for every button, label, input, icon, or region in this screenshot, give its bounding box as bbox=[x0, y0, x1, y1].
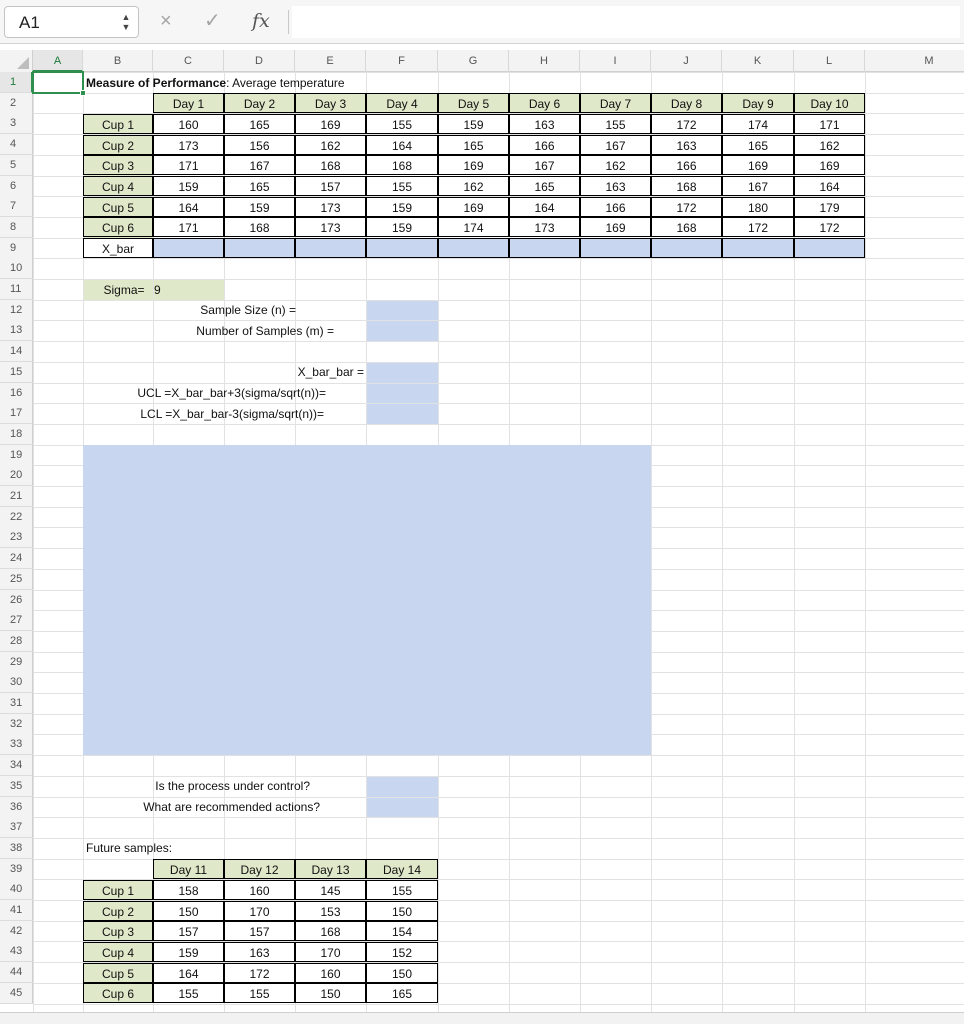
grid-line bbox=[865, 72, 866, 1012]
row-header-44[interactable]: 44 bbox=[0, 962, 33, 983]
future-temperature-cell: 170 bbox=[224, 901, 295, 921]
day-header: Day 2 bbox=[224, 93, 295, 113]
sheet-title-rest: : Average temperature bbox=[226, 75, 345, 90]
temperature-cell: 156 bbox=[224, 135, 295, 155]
future-samples-label: Future samples: bbox=[86, 841, 173, 856]
formula-bar bbox=[0, 0, 964, 44]
temperature-cell: 162 bbox=[580, 155, 651, 175]
row-header-10[interactable]: 10 bbox=[0, 258, 33, 279]
column-header-f[interactable]: F bbox=[366, 50, 438, 72]
temperature-cell: 172 bbox=[651, 114, 722, 134]
row-header-15[interactable]: 15 bbox=[0, 362, 33, 383]
temperature-cell: 174 bbox=[722, 114, 794, 134]
select-all-icon bbox=[17, 57, 29, 69]
temperature-cell: 163 bbox=[580, 176, 651, 196]
sigma-label: Sigma= bbox=[103, 282, 145, 297]
xbar-cell[interactable] bbox=[794, 238, 865, 258]
control-limit-inputs[interactable] bbox=[366, 362, 438, 424]
future-temperature-cell: 155 bbox=[153, 983, 224, 1003]
row-header-31[interactable]: 31 bbox=[0, 693, 33, 714]
recommended-actions-question: What are recommended actions? bbox=[143, 800, 320, 814]
future-temperature-cell: 159 bbox=[153, 942, 224, 962]
temperature-cell: 165 bbox=[438, 135, 509, 155]
name-box-stepper-icon[interactable]: ▲ ▼ bbox=[121, 12, 131, 32]
temperature-cell: 164 bbox=[509, 197, 580, 217]
temperature-cell: 173 bbox=[295, 217, 366, 237]
temperature-cell: 165 bbox=[224, 114, 295, 134]
formula-input[interactable] bbox=[292, 6, 960, 38]
column-header-e[interactable]: E bbox=[295, 50, 366, 72]
future-cup-label: Cup 3 bbox=[83, 921, 153, 941]
row-header-35[interactable]: 35 bbox=[0, 776, 33, 797]
xbar-cell[interactable] bbox=[153, 238, 224, 258]
row-header-2[interactable]: 2 bbox=[0, 93, 33, 114]
temperature-cell: 166 bbox=[580, 197, 651, 217]
temperature-cell: 159 bbox=[224, 197, 295, 217]
xbarbar-label: X_bar_bar = bbox=[297, 365, 364, 380]
column-header-j[interactable]: J bbox=[651, 50, 722, 72]
row-header-45[interactable]: 45 bbox=[0, 983, 33, 1004]
cup-label: Cup 1 bbox=[83, 114, 153, 134]
future-temperature-cell: 157 bbox=[224, 921, 295, 941]
row-header-33[interactable]: 33 bbox=[0, 734, 33, 755]
row-header-5[interactable]: 5 bbox=[0, 155, 33, 176]
temperature-cell: 167 bbox=[580, 135, 651, 155]
row-header-21[interactable]: 21 bbox=[0, 486, 33, 507]
day-header: Day 10 bbox=[794, 93, 865, 113]
grid-line bbox=[33, 755, 964, 756]
day-header: Day 3 bbox=[295, 93, 366, 113]
row-header-8[interactable]: 8 bbox=[0, 217, 33, 238]
future-day-header: Day 14 bbox=[366, 859, 438, 879]
day-header: Day 8 bbox=[651, 93, 722, 113]
xbar-label: X_bar bbox=[83, 238, 153, 258]
temperature-cell: 173 bbox=[509, 217, 580, 237]
row-header-12[interactable]: 12 bbox=[0, 300, 33, 321]
future-day-header: Day 13 bbox=[295, 859, 366, 879]
temperature-cell: 172 bbox=[794, 217, 865, 237]
spreadsheet-grid bbox=[0, 50, 964, 1012]
temperature-cell: 160 bbox=[153, 114, 224, 134]
active-cell-selection[interactable] bbox=[32, 71, 84, 94]
temperature-cell: 171 bbox=[153, 217, 224, 237]
row-header-24[interactable]: 24 bbox=[0, 548, 33, 569]
temperature-cell: 173 bbox=[153, 135, 224, 155]
xbar-cell[interactable] bbox=[580, 238, 651, 258]
sigma-value: 9 bbox=[154, 282, 161, 297]
row-header-30[interactable]: 30 bbox=[0, 672, 33, 693]
temperature-cell: 168 bbox=[224, 217, 295, 237]
temperature-cell: 173 bbox=[295, 197, 366, 217]
future-temperature-cell: 153 bbox=[295, 901, 366, 921]
select-all-corner[interactable] bbox=[0, 50, 33, 72]
row-header-41[interactable]: 41 bbox=[0, 900, 33, 921]
future-cup-label: Cup 5 bbox=[83, 963, 153, 983]
future-temperature-cell: 150 bbox=[366, 901, 438, 921]
future-temperature-cell: 165 bbox=[366, 983, 438, 1003]
future-cup-label: Cup 4 bbox=[83, 942, 153, 962]
temperature-cell: 180 bbox=[722, 197, 794, 217]
future-temperature-cell: 152 bbox=[366, 942, 438, 962]
day-header: Day 6 bbox=[509, 93, 580, 113]
row-header-6[interactable]: 6 bbox=[0, 176, 33, 197]
temperature-cell: 169 bbox=[295, 114, 366, 134]
temperature-cell: 155 bbox=[366, 114, 438, 134]
grid-line bbox=[33, 72, 34, 1012]
temperature-cell: 159 bbox=[366, 197, 438, 217]
temperature-cell: 169 bbox=[438, 155, 509, 175]
temperature-cell: 159 bbox=[153, 176, 224, 196]
formula-bar-divider bbox=[288, 10, 289, 34]
future-temperature-cell: 157 bbox=[153, 921, 224, 941]
column-headers bbox=[0, 50, 964, 72]
future-temperature-cell: 170 bbox=[295, 942, 366, 962]
column-header-i[interactable]: I bbox=[580, 50, 651, 72]
xbar-cell[interactable] bbox=[509, 238, 580, 258]
future-temperature-cell: 160 bbox=[224, 880, 295, 900]
temperature-cell: 168 bbox=[651, 217, 722, 237]
lcl-label: LCL =X_bar_bar-3(sigma/sqrt(n))= bbox=[140, 406, 324, 421]
cancel-icon[interactable]: × bbox=[160, 10, 172, 32]
row-header-40[interactable]: 40 bbox=[0, 879, 33, 900]
future-day-header: Day 11 bbox=[153, 859, 224, 879]
row-header-14[interactable]: 14 bbox=[0, 341, 33, 362]
temperature-cell: 167 bbox=[224, 155, 295, 175]
row-header-11[interactable]: 11 bbox=[0, 279, 33, 300]
insert-function-icon[interactable]: fx bbox=[252, 10, 270, 32]
grid-line bbox=[33, 817, 964, 818]
cup-label: Cup 3 bbox=[83, 155, 153, 175]
sheet-title-bold: Measure of Performance bbox=[86, 75, 227, 90]
row-header-7[interactable]: 7 bbox=[0, 196, 33, 217]
temperature-cell: 157 bbox=[295, 176, 366, 196]
future-temperature-cell: 163 bbox=[224, 942, 295, 962]
temperature-cell: 168 bbox=[295, 155, 366, 175]
temperature-cell: 162 bbox=[794, 135, 865, 155]
cell-area[interactable] bbox=[33, 72, 964, 1012]
temperature-cell: 172 bbox=[651, 197, 722, 217]
temperature-cell: 163 bbox=[651, 135, 722, 155]
row-header-3[interactable]: 3 bbox=[0, 113, 33, 134]
row-header-38[interactable]: 38 bbox=[0, 838, 33, 859]
cup-label: Cup 4 bbox=[83, 176, 153, 196]
temperature-cell: 165 bbox=[722, 135, 794, 155]
column-header-d[interactable]: D bbox=[224, 50, 295, 72]
temperature-cell: 168 bbox=[651, 176, 722, 196]
future-temperature-cell: 155 bbox=[366, 880, 438, 900]
future-day-header: Day 12 bbox=[224, 859, 295, 879]
temperature-cell: 155 bbox=[580, 114, 651, 134]
temperature-cell: 165 bbox=[224, 176, 295, 196]
future-temperature-cell: 164 bbox=[153, 963, 224, 983]
column-header-c[interactable]: C bbox=[153, 50, 224, 72]
row-header-4[interactable]: 4 bbox=[0, 134, 33, 155]
row-header-27[interactable]: 27 bbox=[0, 610, 33, 631]
grid-line bbox=[33, 1004, 964, 1005]
row-header-34[interactable]: 34 bbox=[0, 755, 33, 776]
row-header-23[interactable]: 23 bbox=[0, 527, 33, 548]
temperature-cell: 159 bbox=[366, 217, 438, 237]
row-header-18[interactable]: 18 bbox=[0, 424, 33, 445]
row-header-22[interactable]: 22 bbox=[0, 507, 33, 528]
column-header-a[interactable]: A bbox=[33, 50, 83, 72]
future-cup-label: Cup 6 bbox=[83, 983, 153, 1003]
fill-handle[interactable] bbox=[80, 90, 86, 96]
day-header: Day 9 bbox=[722, 93, 794, 113]
future-cup-label: Cup 2 bbox=[83, 901, 153, 921]
temperature-cell: 165 bbox=[509, 176, 580, 196]
row-header-20[interactable]: 20 bbox=[0, 465, 33, 486]
temperature-cell: 167 bbox=[509, 155, 580, 175]
temperature-cell: 162 bbox=[295, 135, 366, 155]
row-header-37[interactable]: 37 bbox=[0, 817, 33, 838]
name-box[interactable] bbox=[4, 6, 139, 38]
temperature-cell: 164 bbox=[366, 135, 438, 155]
future-temperature-cell: 150 bbox=[295, 983, 366, 1003]
row-header-16[interactable]: 16 bbox=[0, 383, 33, 404]
cup-label: Cup 2 bbox=[83, 135, 153, 155]
column-header-m[interactable]: M bbox=[865, 50, 964, 72]
temperature-cell: 169 bbox=[722, 155, 794, 175]
row-header-42[interactable]: 42 bbox=[0, 921, 33, 942]
temperature-cell: 169 bbox=[794, 155, 865, 175]
column-header-h[interactable]: H bbox=[509, 50, 580, 72]
temperature-cell: 169 bbox=[580, 217, 651, 237]
temperature-cell: 174 bbox=[438, 217, 509, 237]
temperature-cell: 179 bbox=[794, 197, 865, 217]
temperature-cell: 164 bbox=[153, 197, 224, 217]
grid-line bbox=[33, 424, 964, 425]
temperature-cell: 171 bbox=[794, 114, 865, 134]
chart-placeholder[interactable] bbox=[83, 445, 651, 756]
future-temperature-cell: 160 bbox=[295, 963, 366, 983]
row-header-9[interactable]: 9 bbox=[0, 238, 33, 259]
row-header-36[interactable]: 36 bbox=[0, 797, 33, 818]
grid-line bbox=[33, 258, 964, 259]
future-cup-label: Cup 1 bbox=[83, 880, 153, 900]
temperature-cell: 164 bbox=[794, 176, 865, 196]
grid-line bbox=[33, 341, 964, 342]
temperature-cell: 169 bbox=[438, 197, 509, 217]
sample-size-label: Sample Size (n) = bbox=[200, 303, 296, 318]
xbar-cell[interactable] bbox=[366, 238, 438, 258]
cup-label: Cup 5 bbox=[83, 197, 153, 217]
temperature-cell: 172 bbox=[722, 217, 794, 237]
column-header-b[interactable]: B bbox=[83, 50, 153, 72]
temperature-cell: 159 bbox=[438, 114, 509, 134]
temperature-cell: 163 bbox=[509, 114, 580, 134]
future-temperature-cell: 158 bbox=[153, 880, 224, 900]
row-header-17[interactable]: 17 bbox=[0, 403, 33, 424]
sheet-title bbox=[83, 73, 483, 93]
temperature-cell: 155 bbox=[366, 176, 438, 196]
sheet-tabs-bar bbox=[0, 1012, 964, 1024]
xbar-cell[interactable] bbox=[651, 238, 722, 258]
future-temperature-cell: 154 bbox=[366, 921, 438, 941]
future-temperature-cell: 145 bbox=[295, 880, 366, 900]
future-temperature-cell: 150 bbox=[153, 901, 224, 921]
day-header: Day 7 bbox=[580, 93, 651, 113]
xbar-cell[interactable] bbox=[224, 238, 295, 258]
column-header-k[interactable]: K bbox=[722, 50, 794, 72]
row-header-19[interactable]: 19 bbox=[0, 445, 33, 466]
temperature-cell: 166 bbox=[651, 155, 722, 175]
temperature-cell: 162 bbox=[438, 176, 509, 196]
future-temperature-cell: 172 bbox=[224, 963, 295, 983]
future-temperature-cell: 155 bbox=[224, 983, 295, 1003]
row-header-43[interactable]: 43 bbox=[0, 941, 33, 962]
under-control-question: Is the process under control? bbox=[155, 779, 310, 794]
temperature-cell: 167 bbox=[722, 176, 794, 196]
day-header: Day 1 bbox=[153, 93, 224, 113]
ucl-label: UCL =X_bar_bar+3(sigma/sqrt(n))= bbox=[137, 386, 326, 400]
day-header: Day 5 bbox=[438, 93, 509, 113]
enter-icon[interactable]: ✓ bbox=[204, 10, 221, 32]
xbar-cell[interactable] bbox=[722, 238, 794, 258]
cup-label: Cup 6 bbox=[83, 217, 153, 237]
row-header-32[interactable]: 32 bbox=[0, 714, 33, 735]
temperature-cell: 166 bbox=[509, 135, 580, 155]
temperature-cell: 171 bbox=[153, 155, 224, 175]
row-header-13[interactable]: 13 bbox=[0, 320, 33, 341]
xbar-cell[interactable] bbox=[438, 238, 509, 258]
column-header-g[interactable]: G bbox=[438, 50, 509, 72]
row-header-25[interactable]: 25 bbox=[0, 569, 33, 590]
temperature-cell: 168 bbox=[366, 155, 438, 175]
row-header-39[interactable]: 39 bbox=[0, 859, 33, 880]
row-header-29[interactable]: 29 bbox=[0, 652, 33, 673]
row-header-26[interactable]: 26 bbox=[0, 590, 33, 611]
xbar-cell[interactable] bbox=[295, 238, 366, 258]
name-box-value: A1 bbox=[19, 13, 40, 32]
future-temperature-cell: 150 bbox=[366, 963, 438, 983]
num-samples-label: Number of Samples (m) = bbox=[196, 323, 334, 338]
row-header-1[interactable]: 1 bbox=[0, 72, 33, 93]
row-header-28[interactable]: 28 bbox=[0, 631, 33, 652]
day-header: Day 4 bbox=[366, 93, 438, 113]
column-header-l[interactable]: L bbox=[794, 50, 865, 72]
future-temperature-cell: 168 bbox=[295, 921, 366, 941]
